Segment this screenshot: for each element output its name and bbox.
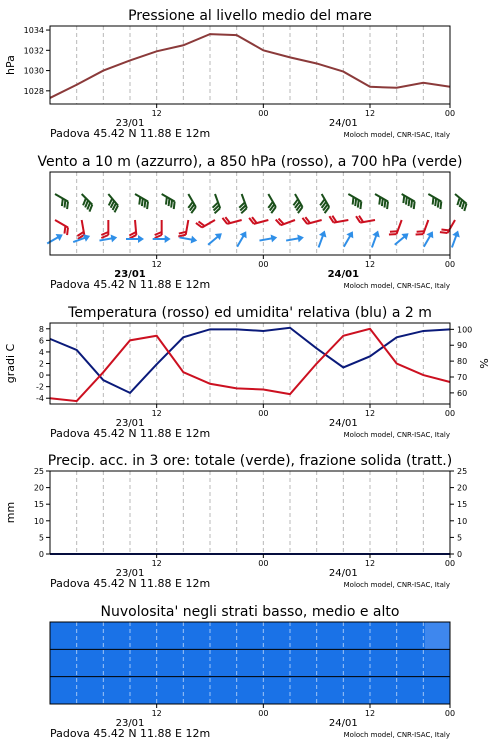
cloud-cell [200,622,226,649]
x-tick-label: 12 [364,260,376,269]
x-tick-label: 12 [151,709,162,718]
cloud-cell [50,677,76,704]
date-label: 24/01 [328,568,358,579]
wind-barb [316,194,331,213]
wind-barb [155,220,162,238]
location-label: Padova 45.42 N 11.88 E 12m [50,278,211,291]
cloud-cell [225,677,251,704]
cloud-cell [125,677,151,704]
cloud-cell [50,622,76,649]
wind-arrow [206,230,225,248]
arrow-head [346,229,356,238]
cloud-cell [225,622,251,649]
cloud-cell [50,649,76,676]
y-axis-label: hPa [4,55,17,75]
y2-tick-label: 0 [457,550,463,559]
model-credit: Moloch model, CNR-ISAC, Italy [343,431,450,439]
wind-barb [356,213,375,223]
cloud-cell [250,677,276,704]
cloud-cell [125,622,151,649]
wind-barb [276,213,295,226]
y-tick-label: 2 [38,359,44,369]
x-tick-label: 12 [151,409,162,418]
wind-barb [398,194,417,209]
wind-barb [345,194,364,209]
y-tick-label: -4 [36,394,44,404]
wind-barb [440,217,455,236]
y-tick-label: 15 [33,500,44,510]
cloud-cell [175,677,201,704]
cloud-cell [275,622,301,649]
x-tick-label: 00 [258,559,269,568]
cloud-cell [325,622,351,649]
arrow-head [319,229,329,237]
y2-tick-label: 25 [457,467,468,476]
date-label: 23/01 [115,418,145,429]
temperature-line [50,329,450,401]
x-tick-label: 00 [444,260,456,269]
cloud-cell [175,622,201,649]
cloud-cell [300,677,326,704]
cloud-cell [400,649,426,676]
y2-tick-label: 5 [457,533,463,543]
cloud-cell [200,677,226,704]
y2-tick-label: 10 [457,516,468,526]
y-tick-label: 20 [33,483,44,493]
arrow-head [240,229,250,238]
wind-barb [101,220,108,238]
location-label: Padova 45.42 N 11.88 E 12m [50,427,211,440]
cloud-cell [200,649,226,676]
date-label: 24/01 [328,418,358,429]
wind-arrow [340,229,356,249]
y-tick-label: 1030 [23,66,44,76]
arrow-head [271,233,278,242]
location-label: Padova 45.42 N 11.88 E 12m [50,577,211,590]
x-tick-label: 12 [364,559,376,568]
plot-border [50,172,450,255]
date-label: 23/01 [115,718,145,729]
cloud-cell [400,622,426,649]
location-label: Padova 45.42 N 11.88 E 12m [50,727,211,740]
x-tick-label: 00 [444,409,456,418]
arrow-head [191,236,198,245]
wind-barb [289,194,304,213]
cloud-cell [325,649,351,676]
x-tick-label: 00 [444,709,456,718]
y-tick-label: 4 [38,347,44,357]
wind-barb [196,214,215,229]
wind-arrow [259,233,278,244]
cloud-cell [150,622,176,649]
cloud-cell [175,649,201,676]
cloud-cell [350,622,376,649]
humidity-line [50,328,450,393]
x-tick-label: 00 [444,109,456,118]
wind-barb [249,213,268,224]
x-tick-label: 00 [258,709,269,718]
wind-barb [103,194,120,212]
cloud-cell [350,649,376,676]
plot-border [50,26,450,104]
wind-arrow [45,231,65,247]
cloud-cell [75,649,101,676]
y2-tick-label: 20 [457,483,468,493]
cloud-cell [250,622,276,649]
y-tick-label: 1028 [23,86,44,96]
pressure-line [50,34,450,98]
arrow-head [372,229,382,237]
wind-barb [262,194,277,213]
wind-barb [52,220,71,235]
y-tick-label: 6 [38,336,44,346]
panel-2 [37,154,468,291]
cloud-cell [75,677,101,704]
cloud-cell [425,677,451,704]
panel-4 [4,453,467,590]
arrow-head [297,233,304,242]
chart-title: Temperatura (rosso) ed umidita' relativa (blu) a 2 m [68,305,432,321]
cloud-cell [275,677,301,704]
cloud-cell [350,677,376,704]
wind-barb [128,220,137,239]
model-credit: Moloch model, CNR-ISAC, Italy [343,282,450,290]
y-tick-label: 0 [38,371,44,381]
y-tick-label: 10 [33,516,44,526]
cloud-cell [300,649,326,676]
wind-arrow [392,230,411,248]
y-tick-label: 1034 [23,26,44,36]
model-credit: Moloch model, CNR-ISAC, Italy [343,581,450,589]
y-axis-label: gradi C [4,343,17,384]
wind-barb [451,194,469,211]
date-label: 24/01 [327,269,360,280]
y2-tick-label: 15 [457,500,468,510]
y-tick-label: 5 [38,533,44,543]
cloud-cell [125,649,151,676]
y-tick-label: 1032 [23,46,44,56]
x-tick-label: 00 [444,559,456,568]
chart-title: Pressione al livello medio del mare [128,8,372,24]
x-tick-label: 00 [258,109,269,118]
y-tick-label: 0 [38,550,44,559]
panel-3 [4,305,491,440]
wind-arrow [285,233,304,244]
model-credit: Moloch model, CNR-ISAC, Italy [343,131,450,139]
y2-axis-label: % [478,358,491,369]
model-credit: Moloch model, CNR-ISAC, Italy [343,731,450,739]
arrow-head [452,229,462,237]
chart-title: Vento a 10 m (azzurro), a 850 hPa (rosso), a 700 hPa (verde) [37,154,463,170]
x-tick-label: 00 [258,260,269,269]
y2-tick-label: 60 [457,388,468,398]
y-axis-label: mm [4,501,17,524]
wind-barb [182,194,197,213]
date-label: 23/01 [115,568,145,579]
arrow-head [111,233,118,242]
date-label: 23/01 [115,118,145,129]
panel-5 [50,604,455,740]
y-tick-label: -2 [36,382,44,392]
y-tick-label: 8 [38,324,44,334]
wind-barb [416,218,429,237]
x-tick-label: 00 [258,409,269,418]
arrow-head [56,231,65,241]
wind-barb [302,213,321,224]
x-tick-label: 12 [364,109,376,118]
wind-barb [52,194,71,209]
cloud-cell [425,622,451,649]
wind-barb [77,194,95,212]
location-label: Padova 45.42 N 11.88 E 12m [50,127,211,140]
wind-barb [222,213,241,224]
cloud-cell [275,649,301,676]
y2-tick-label: 100 [457,325,473,335]
cloud-cell [150,649,176,676]
wind-arrow [234,229,250,249]
y-tick-label: 25 [33,467,44,476]
x-tick-label: 12 [151,559,162,568]
chart-title: Nuvolosita' negli strati basso, medio e alto [100,604,400,620]
plot-border [50,471,450,554]
wind-barb [158,194,177,209]
date-label: 23/01 [114,269,146,280]
wind-barb [389,218,402,237]
date-label: 24/01 [328,718,358,729]
cloud-cell [225,649,251,676]
cloud-cell [425,649,451,676]
arrow-head [165,235,171,243]
panel-1 [4,8,455,140]
cloud-cell [75,622,101,649]
cloud-cell [150,677,176,704]
arrow-head [138,235,144,243]
y2-tick-label: 70 [457,373,468,382]
date-label: 24/01 [328,118,358,129]
x-tick-label: 12 [151,109,162,118]
cloud-cell [300,622,326,649]
x-tick-label: 12 [364,409,376,418]
x-tick-label: 12 [364,709,376,718]
y2-tick-label: 90 [457,341,468,351]
x-tick-label: 12 [151,260,162,269]
cloud-cell [325,677,351,704]
wind-barb [372,194,391,209]
chart-title: Precip. acc. in 3 ore: totale (verde), frazione solida (tratt.) [47,453,453,469]
wind-barb [132,194,151,209]
wind-arrow [153,235,171,243]
wind-barb [425,194,444,209]
cloud-cell [250,649,276,676]
cloud-cell [400,677,426,704]
arrow-head [426,229,436,238]
wind-barb [329,213,348,223]
y2-tick-label: 80 [457,357,468,367]
